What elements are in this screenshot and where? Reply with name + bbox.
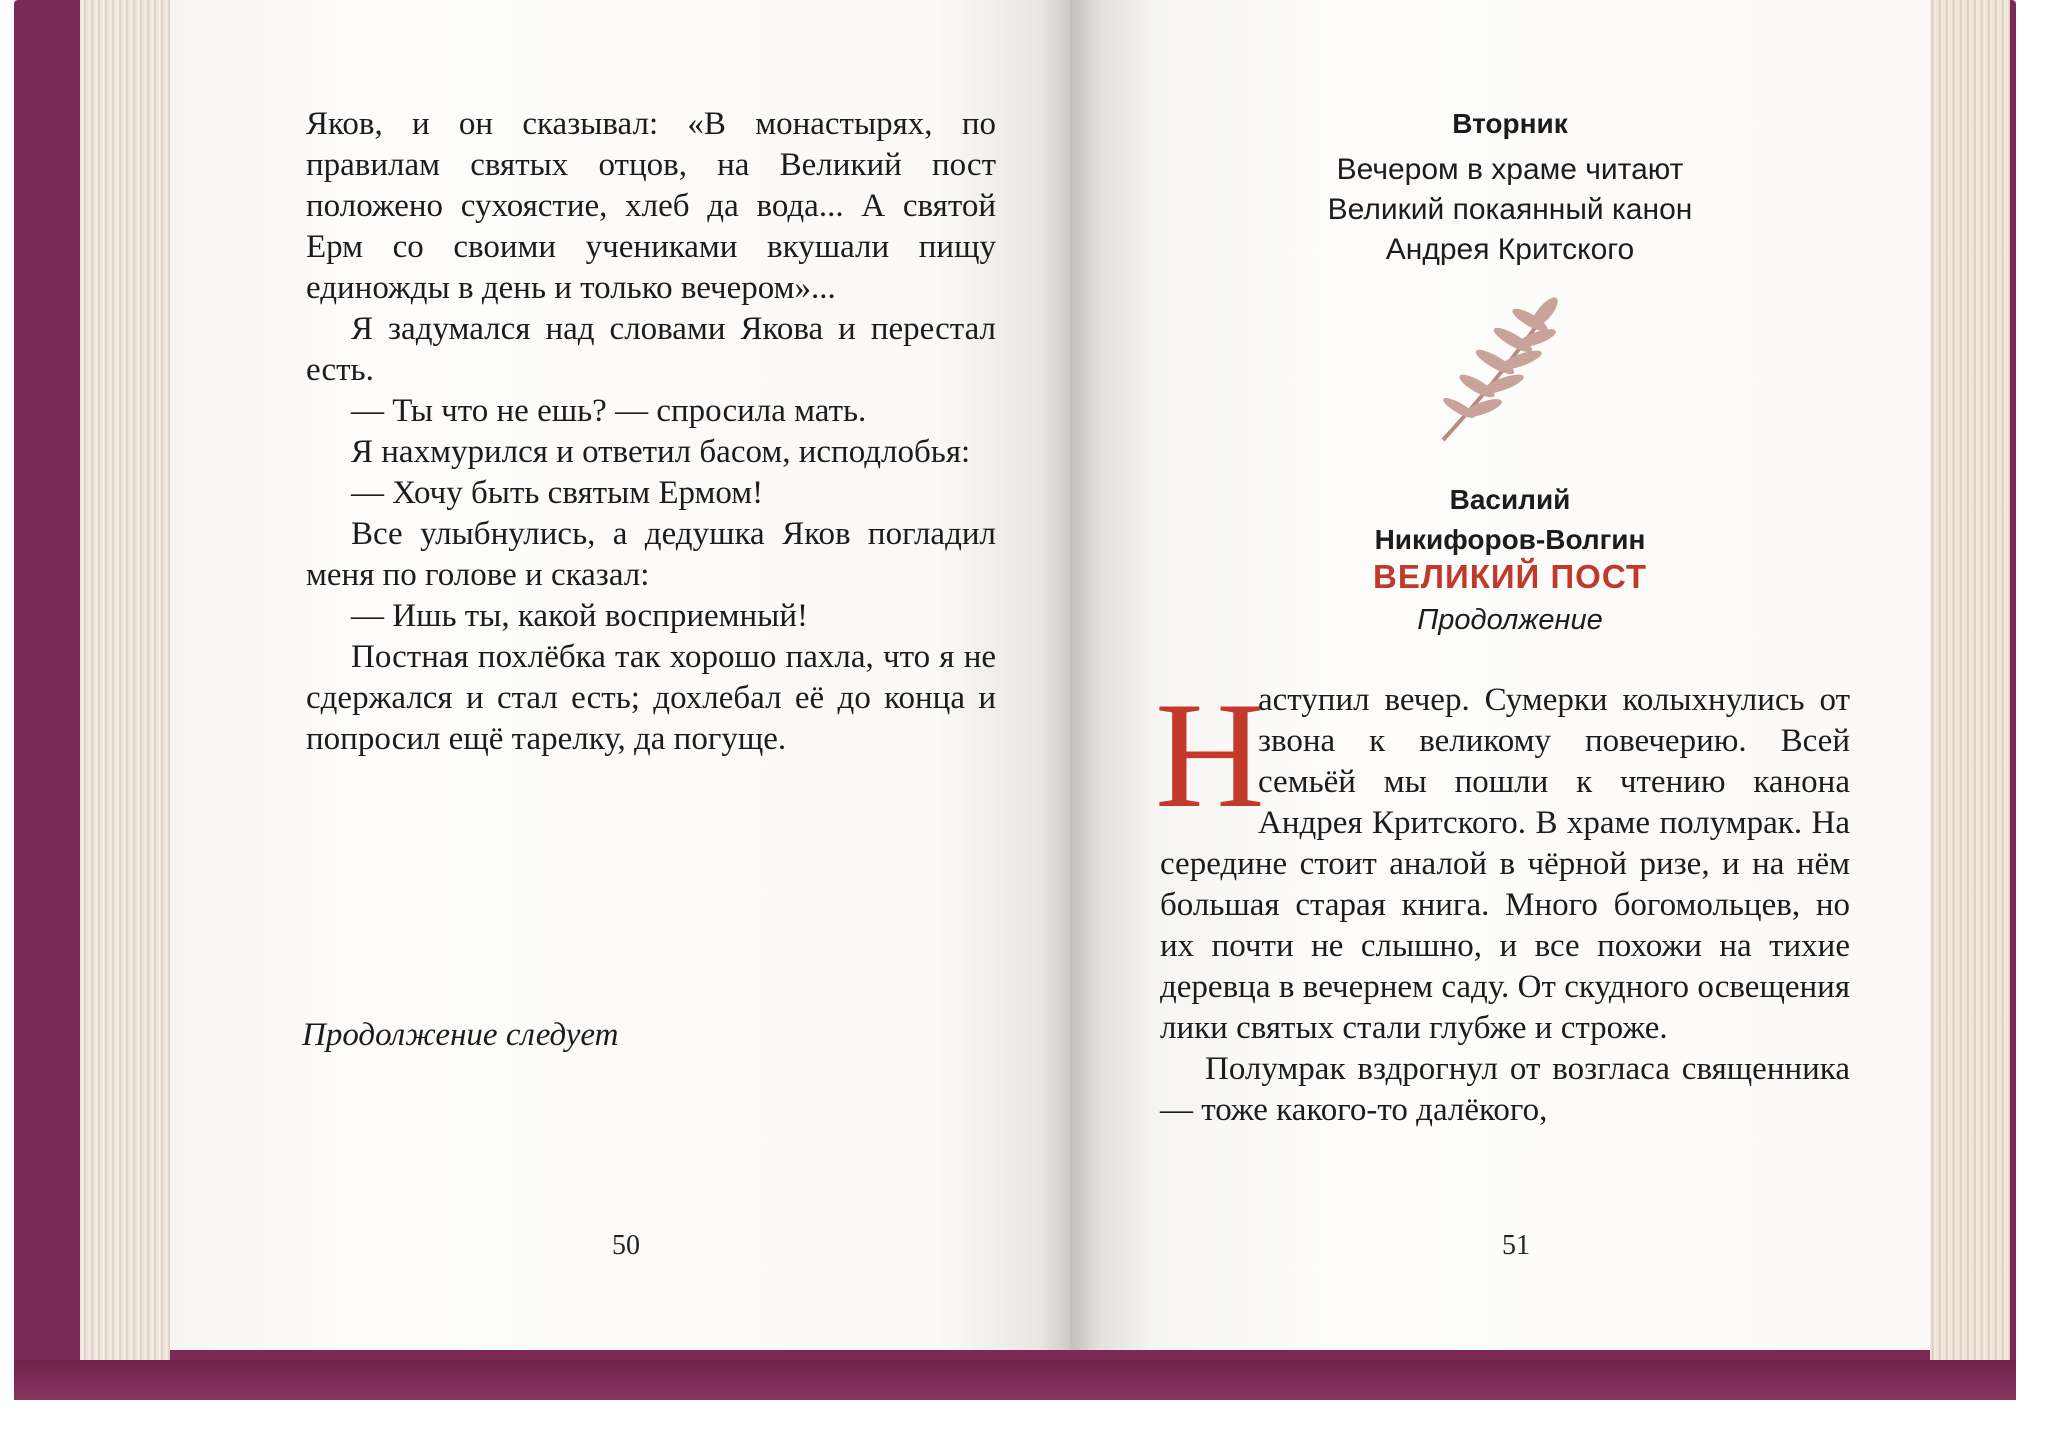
page-number-right: 51	[1502, 1230, 1530, 1261]
page-number-left: 50	[612, 1230, 640, 1261]
right-page-text	[1160, 680, 1850, 1131]
page-edges-right	[1930, 0, 2010, 1360]
drop-cap-space	[1160, 680, 1258, 830]
book-cover-edge	[14, 1360, 2016, 1400]
story-subtitle: Продолжение	[1417, 604, 1603, 636]
reading-line: Великий покаянный канон	[1327, 193, 1693, 226]
paragraph	[1160, 680, 1850, 1049]
page-edges-left	[80, 0, 170, 1360]
day-heading: Вторник	[1452, 108, 1568, 139]
paragraph: Все улыбнулись, а дедушка Яков погладил меня по голове и сказал:	[306, 516, 996, 593]
paragraph: Я задумался над словами Якова и перестал есть.	[306, 311, 996, 388]
paragraph: Полумрак вздрогнул от возгласа священника — тоже какого-то далёкого,	[1160, 1051, 1850, 1128]
paragraph: — Хочу быть святым Ермом!	[351, 475, 764, 511]
author-last-name: Никифоров-Волгин	[1374, 524, 1646, 555]
reading-line: Вечером в храме читают	[1336, 153, 1684, 186]
paragraph: Яков, и он сказывал: «В монастырях, по правилам святых отцов, на Великий пост положено сухоястие, хлеб да вода... А святой Ерм со своими учениками вкушали пищу единожды в день и только вечером»...	[306, 106, 996, 306]
left-page-text	[306, 104, 996, 760]
paragraph: Я нахмурился и ответил басом, исподлобья:	[351, 434, 971, 470]
book-gutter	[1040, 0, 1100, 1350]
author-first-name: Василий	[1449, 484, 1571, 515]
continued-note: Продолжение следует	[302, 1017, 619, 1053]
paragraph-text: аступил вечер. Сумерки колыхнулись от звона к великому повечерию. Всей семьёй мы пошли к чтению канона Андрея Критского. В храме полумрак. На середине стоит аналой в чёрной ризе, и на нём большая старая книга. Много богомольцев, но их почти не слышно, и все похожи на тихие деревца в вечернем саду. От скудного освещения лики святых стали глубже и строже.	[1160, 682, 1850, 1046]
branch-ornament-icon	[1425, 290, 1570, 450]
story-title: ВЕЛИКИЙ ПОСТ	[1372, 558, 1648, 595]
paragraph: Постная похлёбка так хорошо пахла, что я не сдержался и стал есть; дохлебал её до конца и попросил ещё тарелку, да погуще.	[306, 639, 996, 757]
reading-note	[1230, 150, 1790, 270]
author-name	[1230, 480, 1790, 560]
drop-cap: Н	[1155, 671, 1265, 839]
reading-line: Андрея Критского	[1385, 233, 1635, 266]
paragraph: — Ишь ты, какой восприемный!	[351, 598, 808, 634]
paragraph: — Ты что не ешь? — спросила мать.	[351, 393, 867, 429]
